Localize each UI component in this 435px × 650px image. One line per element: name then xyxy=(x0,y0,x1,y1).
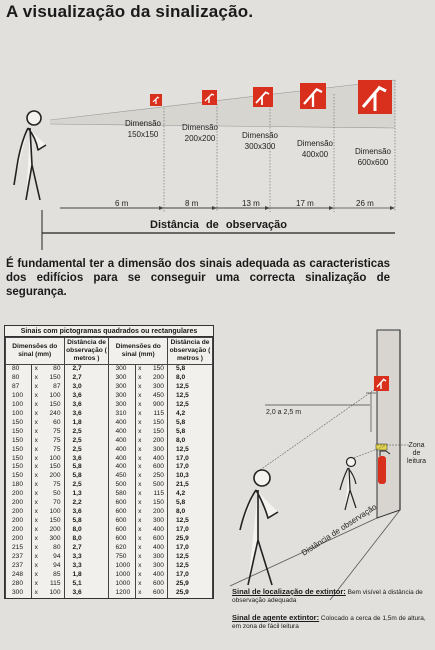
distance-cell: 2,5 xyxy=(64,481,109,490)
dimension-cell: 237 xyxy=(6,553,32,562)
extinguisher-location-sign-icon xyxy=(374,376,389,391)
distance-cell: 5,8 xyxy=(64,472,109,481)
dimension-cell: 400 xyxy=(109,463,135,472)
times-sign: x xyxy=(34,490,38,498)
dimension-cell: 600 xyxy=(144,463,168,472)
legend-location xyxy=(232,588,432,605)
distance-cell: 3,6 xyxy=(64,410,109,419)
distance-cell: 3,3 xyxy=(64,562,109,571)
dimension-cell: 150 xyxy=(6,419,32,428)
times-sign: x xyxy=(34,508,38,516)
dimension-cell: 300 xyxy=(109,383,135,392)
times-sign: x xyxy=(34,472,38,480)
distance-cell: 1,8 xyxy=(64,419,109,428)
distance-cell: 2,2 xyxy=(64,499,109,508)
dimension-cell: 600 xyxy=(144,535,168,544)
distance-cell: 12,5 xyxy=(167,383,212,392)
dimension-cell: 400 xyxy=(109,455,135,464)
sign-label-2: Dimensão 200x200 xyxy=(181,123,218,143)
times-sign: x xyxy=(138,579,142,587)
dimension-cell: 180 xyxy=(6,481,32,490)
times-sign: x xyxy=(34,373,38,381)
times-sign: x xyxy=(34,481,38,489)
distance-label-5: 26 m xyxy=(356,199,374,208)
distance-cell: 8,0 xyxy=(167,437,212,446)
dimension-cell: 115 xyxy=(144,490,168,499)
dimension-cell: 580 xyxy=(109,490,135,499)
dimension-cell: 150 xyxy=(6,472,32,481)
header-dim-1: Dimensões do sinal (mm) xyxy=(6,338,65,365)
dimension-cell: 115 xyxy=(144,410,168,419)
distance-cell: 2,5 xyxy=(64,446,109,455)
dimension-cell: 400 xyxy=(109,419,135,428)
times-sign: x xyxy=(34,561,38,569)
dimension-cell: 500 xyxy=(144,481,168,490)
times-sign: x xyxy=(34,400,38,408)
sign-label-1: Dimensão 150x150 xyxy=(124,119,161,139)
dimension-cell: 215 xyxy=(6,544,32,553)
dimension-cell: 200 xyxy=(144,374,168,383)
times-sign: x xyxy=(138,570,142,578)
distance-axis-title: Distância de observação xyxy=(150,219,288,231)
distance-cell: 2,7 xyxy=(64,365,109,374)
dimension-cell: 450 xyxy=(109,472,135,481)
times-sign: x xyxy=(34,454,38,462)
dimension-cell: 100 xyxy=(41,589,65,598)
distance-cell: 5,8 xyxy=(64,517,109,526)
dimension-cell: 300 xyxy=(144,553,168,562)
legend-location-text: Bem visível à distância de observação adequada xyxy=(232,589,423,604)
distance-cell: 5,8 xyxy=(167,428,212,437)
dimension-cell: 600 xyxy=(144,589,168,598)
distance-label-3: 13 m xyxy=(242,199,260,208)
dimension-cell: 150 xyxy=(6,455,32,464)
dimension-cell: 1000 xyxy=(109,562,135,571)
times-sign: x xyxy=(138,400,142,408)
dimension-cell: 900 xyxy=(144,401,168,410)
dimension-cell: 237 xyxy=(6,562,32,571)
times-sign: x xyxy=(34,570,38,578)
dimension-cell: 200 xyxy=(6,499,32,508)
distance-cell: 3,6 xyxy=(64,508,109,517)
times-sign: x xyxy=(34,436,38,444)
dimension-cell: 100 xyxy=(6,392,32,401)
dimension-cell: 87 xyxy=(41,383,65,392)
times-sign: x xyxy=(138,526,142,534)
dimension-cell: 300 xyxy=(144,562,168,571)
dimension-cell: 300 xyxy=(6,589,32,598)
page-title: A visualização da sinalização. xyxy=(6,2,254,21)
times-sign: x xyxy=(138,365,142,372)
distance-cell: 8,0 xyxy=(64,535,109,544)
times-sign: x xyxy=(34,517,38,525)
dimension-cell: 150 xyxy=(41,517,65,526)
dimension-cell: 750 xyxy=(109,553,135,562)
times-sign: x xyxy=(138,472,142,480)
times-sign: x xyxy=(138,463,142,471)
dimension-cell: 620 xyxy=(109,544,135,553)
times-sign: x xyxy=(138,454,142,462)
dimension-cell: 80 xyxy=(6,365,32,374)
distance-cell: 3,0 xyxy=(64,383,109,392)
dimension-cell: 150 xyxy=(41,401,65,410)
times-sign: x xyxy=(34,365,38,372)
dimension-cell: 100 xyxy=(41,455,65,464)
times-sign: x xyxy=(34,409,38,417)
distance-cell: 12,5 xyxy=(167,401,212,410)
distance-cell: 25,9 xyxy=(167,535,212,544)
distance-cell: 1,3 xyxy=(64,490,109,499)
distance-cell: 17,0 xyxy=(167,544,212,553)
dimension-cell: 280 xyxy=(6,580,32,589)
times-sign: x xyxy=(138,490,142,498)
distance-cell: 5,8 xyxy=(167,365,212,374)
distance-cell: 12,5 xyxy=(167,553,212,562)
times-sign: x xyxy=(34,445,38,453)
distance-cell: 17,0 xyxy=(167,463,212,472)
dimension-cell: 200 xyxy=(6,508,32,517)
dimension-cell: 600 xyxy=(144,580,168,589)
dimension-cell: 300 xyxy=(144,517,168,526)
zone-label: Zona de leitura xyxy=(407,442,427,465)
dimension-cell: 248 xyxy=(6,571,32,580)
dimension-cell: 400 xyxy=(109,446,135,455)
dimension-cell: 300 xyxy=(144,446,168,455)
distance-cell: 4,2 xyxy=(167,410,212,419)
dimension-cell: 600 xyxy=(109,499,135,508)
dimension-cell: 500 xyxy=(109,481,135,490)
times-sign: x xyxy=(34,553,38,561)
distance-cell: 25,9 xyxy=(167,580,212,589)
distance-cell: 3,6 xyxy=(64,589,109,598)
sign-label-3: Dimensão 300x300 xyxy=(241,131,278,151)
dimension-cell: 200 xyxy=(6,517,32,526)
times-sign: x xyxy=(138,418,142,426)
dimension-cell: 300 xyxy=(109,365,135,374)
dimension-cell: 80 xyxy=(41,544,65,553)
header-dist-2: Distância de observação ( metros ) xyxy=(167,338,212,365)
distance-cell: 5,1 xyxy=(64,580,109,589)
dimension-cell: 150 xyxy=(6,437,32,446)
dimension-cell: 150 xyxy=(144,365,168,374)
dimension-cell: 150 xyxy=(6,428,32,437)
dimension-cell: 150 xyxy=(144,419,168,428)
distance-cell: 25,9 xyxy=(167,589,212,598)
dimension-cell: 300 xyxy=(109,401,135,410)
dimension-cell: 75 xyxy=(41,446,65,455)
intro-paragraph: É fundamental ter a dimensão dos sinais adequada as caracteristicas dos edifícios para se conseguir uma correcta sinalização de segurança. xyxy=(6,258,390,298)
dimension-cell: 1200 xyxy=(109,589,135,598)
times-sign: x xyxy=(138,508,142,516)
dimension-cell: 300 xyxy=(41,535,65,544)
distance-cell: 5,8 xyxy=(167,499,212,508)
dimension-cell: 150 xyxy=(144,428,168,437)
distance-cell: 12,5 xyxy=(167,446,212,455)
times-sign: x xyxy=(34,535,38,543)
times-sign: x xyxy=(138,535,142,543)
times-sign: x xyxy=(138,427,142,435)
distance-cell: 4,2 xyxy=(167,490,212,499)
dimension-cell: 200 xyxy=(6,526,32,535)
distance-cell: 17,0 xyxy=(167,455,212,464)
times-sign: x xyxy=(138,445,142,453)
times-sign: x xyxy=(138,391,142,399)
distance-cell: 2,7 xyxy=(64,374,109,383)
dimension-cell: 150 xyxy=(144,499,168,508)
times-sign: x xyxy=(34,588,38,596)
dimension-cell: 450 xyxy=(144,392,168,401)
dimension-cell: 200 xyxy=(41,472,65,481)
dimension-cell: 150 xyxy=(41,374,65,383)
distance-cell: 12,5 xyxy=(167,562,212,571)
dimension-cell: 80 xyxy=(41,365,65,374)
dimension-cell: 60 xyxy=(41,419,65,428)
dimension-cell: 600 xyxy=(109,508,135,517)
distance-cell: 12,5 xyxy=(167,392,212,401)
dimension-cell: 100 xyxy=(41,392,65,401)
distance-label-1: 6 m xyxy=(115,199,129,208)
distance-cell: 3,6 xyxy=(64,455,109,464)
distance-cell: 5,8 xyxy=(167,419,212,428)
dimension-cell: 75 xyxy=(41,437,65,446)
legend-agent xyxy=(232,614,432,631)
distance-cell: 8,0 xyxy=(64,526,109,535)
dimension-cell: 100 xyxy=(41,508,65,517)
times-sign: x xyxy=(34,418,38,426)
dimension-cell: 150 xyxy=(41,463,65,472)
dimension-cell: 310 xyxy=(109,410,135,419)
dimension-cell: 400 xyxy=(144,526,168,535)
times-sign: x xyxy=(34,544,38,552)
dimension-cell: 250 xyxy=(144,472,168,481)
sign-label-5: Dimensão 600x600 xyxy=(354,147,391,167)
times-sign: x xyxy=(138,382,142,390)
times-sign: x xyxy=(34,463,38,471)
times-sign: x xyxy=(138,553,142,561)
dimension-cell: 400 xyxy=(144,544,168,553)
dimension-cell: 200 xyxy=(144,508,168,517)
dimension-cell: 400 xyxy=(144,455,168,464)
dimension-cell: 87 xyxy=(6,383,32,392)
times-sign: x xyxy=(34,526,38,534)
dimension-cell: 200 xyxy=(6,535,32,544)
dimension-cell: 600 xyxy=(109,535,135,544)
distance-cell: 5,8 xyxy=(64,463,109,472)
dimension-cell: 100 xyxy=(6,401,32,410)
distance-cell: 17,0 xyxy=(167,526,212,535)
distance-cell: 10,3 xyxy=(167,472,212,481)
times-sign: x xyxy=(138,481,142,489)
header-dist-1: Distância de observação ( metros ) xyxy=(64,338,109,365)
dimension-cell: 200 xyxy=(41,526,65,535)
dimension-cell: 1000 xyxy=(109,580,135,589)
dimension-cell: 94 xyxy=(41,553,65,562)
dimension-cell: 115 xyxy=(41,580,65,589)
distance-cell: 21,5 xyxy=(167,481,212,490)
distance-cell: 12,5 xyxy=(167,517,212,526)
distance-cell: 2,5 xyxy=(64,437,109,446)
dimension-cell: 150 xyxy=(6,446,32,455)
distance-cell: 2,7 xyxy=(64,544,109,553)
dimension-cell: 50 xyxy=(41,490,65,499)
dimension-cell: 94 xyxy=(41,562,65,571)
dimension-cell: 200 xyxy=(6,490,32,499)
distance-cell: 3,6 xyxy=(64,401,109,410)
times-sign: x xyxy=(34,382,38,390)
large-person-icon xyxy=(240,470,278,585)
times-sign: x xyxy=(34,391,38,399)
distance-cell: 3,3 xyxy=(64,553,109,562)
times-sign: x xyxy=(138,409,142,417)
distance-label-4: 17 m xyxy=(296,199,314,208)
times-sign: x xyxy=(138,373,142,381)
dimension-cell: 85 xyxy=(41,571,65,580)
times-sign: x xyxy=(34,427,38,435)
height-label: 2,0 a 2,5 m xyxy=(266,409,302,416)
times-sign: x xyxy=(138,436,142,444)
dimension-cell: 300 xyxy=(109,374,135,383)
dimension-cell: 70 xyxy=(41,499,65,508)
times-sign: x xyxy=(34,579,38,587)
small-person-icon xyxy=(340,458,356,511)
distance-cell: 3,6 xyxy=(64,392,109,401)
legend-agent-text: Colocado a cerca de 1,5m de altura, em zona de fácil leitura xyxy=(232,615,426,630)
distance-cell: 2,5 xyxy=(64,428,109,437)
dimension-cell: 240 xyxy=(41,410,65,419)
dimension-cell: 200 xyxy=(144,437,168,446)
dimension-cell: 300 xyxy=(144,383,168,392)
legend-agent-title: Sinal de agente extintor: xyxy=(232,613,320,622)
dimension-cell: 80 xyxy=(6,374,32,383)
legend-location-title: Sinal de localização de extintor: xyxy=(232,587,346,596)
dimension-cell: 600 xyxy=(109,517,135,526)
dimension-cell: 75 xyxy=(41,428,65,437)
dimension-cell: 100 xyxy=(6,410,32,419)
times-sign: x xyxy=(138,588,142,596)
header-dim-2: Dimensões do sinal (mm) xyxy=(109,338,168,365)
dimension-cell: 400 xyxy=(109,428,135,437)
dimension-cell: 150 xyxy=(6,463,32,472)
times-sign: x xyxy=(138,544,142,552)
distance-cell: 1,8 xyxy=(64,571,109,580)
dimension-cell: 75 xyxy=(41,481,65,490)
distance-cell: 17,0 xyxy=(167,571,212,580)
dimension-cell: 1000 xyxy=(109,571,135,580)
dimension-cell: 300 xyxy=(109,392,135,401)
distance-cell: 8,0 xyxy=(167,374,212,383)
times-sign: x xyxy=(138,561,142,569)
times-sign: x xyxy=(138,499,142,507)
distance-cell: 8,0 xyxy=(167,508,212,517)
distance-diagonal-label: Distância de observação xyxy=(300,502,379,558)
table-caption: Sinais com pictogramas quadrados ou rectangulares xyxy=(5,326,213,337)
times-sign: x xyxy=(34,499,38,507)
dimension-cell: 400 xyxy=(144,571,168,580)
times-sign: x xyxy=(138,517,142,525)
dimension-cell: 600 xyxy=(109,526,135,535)
distance-label-2: 8 m xyxy=(185,199,199,208)
sign-label-4: Dimensão 400x00 xyxy=(296,139,333,159)
dimension-cell: 400 xyxy=(109,437,135,446)
